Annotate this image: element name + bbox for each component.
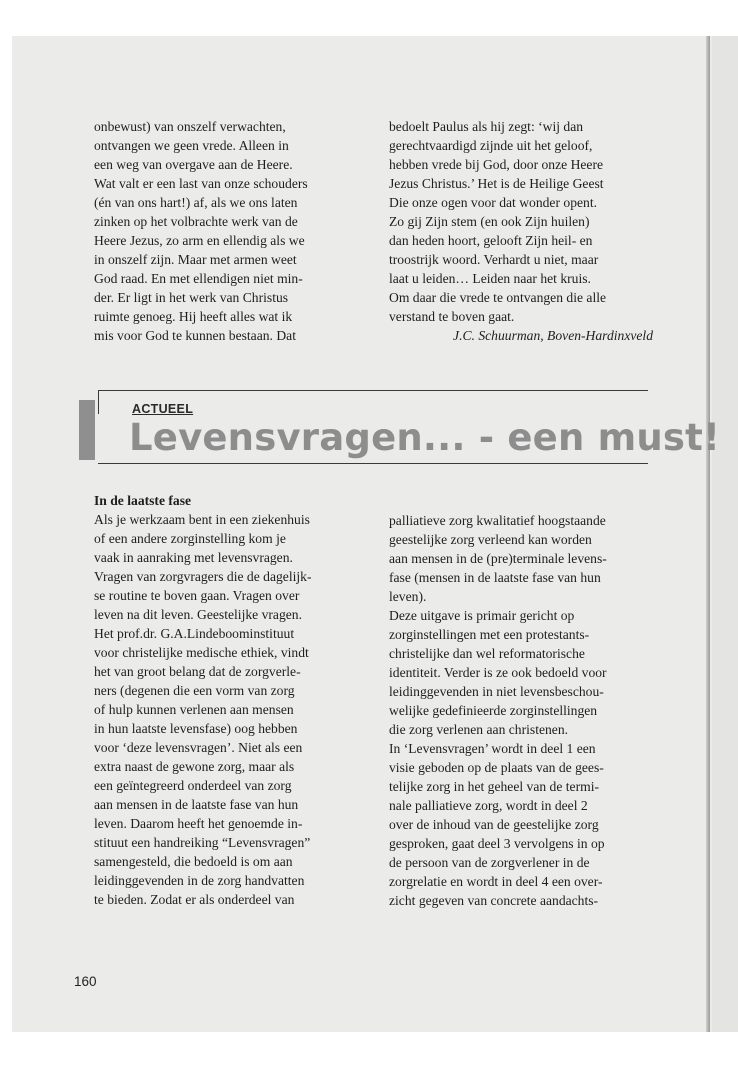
text-line: Deze uitgave is primair gericht op (389, 608, 575, 623)
header-rule-bottom (98, 463, 648, 464)
text-line: identiteit. Verder is ze ook bedoeld voor (389, 665, 607, 680)
text-line: of hulp kunnen verlenen aan mensen (94, 702, 294, 717)
article-column-bottom-left-lines (94, 510, 356, 909)
text-line: leven). (389, 589, 427, 604)
article-column-bottom-right (389, 511, 655, 910)
text-line: Het prof.dr. G.A.Lindeboominstituut (94, 626, 295, 641)
text-line: aan mensen in de (pre)terminale levens- (389, 551, 607, 566)
text-line: Die onze ogen voor dat wonder opent. (389, 195, 597, 210)
text-line: een weg van overgave aan de Heere. (94, 157, 293, 172)
author-signature: J.C. Schuurman, Boven-Hardinxveld (453, 328, 653, 343)
text-line: bedoelt Paulus als hij zegt: ‘wij dan (389, 119, 584, 134)
text-line: ontvangen we geen vrede. Alleen in (94, 138, 289, 153)
text-line: leven. Daarom heeft het genoemde in- (94, 816, 303, 831)
text-line: verstand te boven gaat. (389, 309, 515, 324)
text-line: God raad. En met ellendigen niet min- (94, 271, 303, 286)
text-line: se routine te boven gaan. Vragen over (94, 588, 300, 603)
text-line: Als je werkzaam bent in een ziekenhuis (94, 512, 310, 527)
text-line: voor christelijke medische ethiek, vindt (94, 645, 309, 660)
text-line: onbewust) van onszelf verwachten, (94, 119, 286, 134)
article-column-top-right-lines (389, 117, 653, 326)
text-line: stituut een handreiking “Levensvragen” (94, 835, 311, 850)
text-line: in onszelf zijn. Maar met armen weet (94, 252, 297, 267)
text-line: of een andere zorginstelling kom je (94, 531, 286, 546)
article-column-top-left (94, 117, 352, 345)
text-line: voor ‘deze levensvragen’. Niet als een (94, 740, 303, 755)
text-line: zicht gegeven van concrete aandachts- (389, 893, 599, 908)
text-line: In ‘Levensvragen’ wordt in deel 1 een (389, 741, 596, 756)
article-column-bottom-left (94, 491, 356, 909)
text-line: (én van ons hart!) af, als we ons laten (94, 195, 298, 210)
text-line: mis voor God te kunnen bestaan. Dat (94, 328, 296, 343)
adjacent-page-edge (712, 36, 738, 1032)
text-line: Wat valt er een last van onze schouders (94, 176, 308, 191)
text-line: Heere Jezus, zo arm en ellendig als we (94, 233, 305, 248)
text-line: fase (mensen in de laatste fase van hun (389, 570, 601, 585)
text-line: gerechtvaardigd zijnde uit het geloof, (389, 138, 593, 153)
text-line: welijke gedefinieerde zorginstellingen (389, 703, 598, 718)
article-headline: Levensvragen... - een must! (129, 416, 721, 459)
header-rule-top (98, 390, 648, 391)
text-line: die zorg verlenen aan christenen. (389, 722, 569, 737)
article-subhead: In de laatste fase (94, 493, 192, 508)
text-line: dan heden hoort, gelooft Zijn heil- en (389, 233, 593, 248)
text-line: christelijke dan wel reformatorische (389, 646, 585, 661)
section-accent-bar (79, 400, 95, 460)
text-line: palliatieve zorg kwalitatief hoogstaande (389, 513, 606, 528)
header-rule-left (98, 390, 99, 414)
text-line: hebben vrede bij God, door onze Heere (389, 157, 604, 172)
text-line: ruimte genoeg. Hij heeft alles wat ik (94, 309, 293, 324)
text-line: het van groot belang dat de zorgverle- (94, 664, 301, 679)
text-line: vaak in aanraking met levensvragen. (94, 550, 293, 565)
text-line: ners (degenen die een vorm van zorg (94, 683, 295, 698)
page-spine (706, 36, 710, 1032)
text-line: aan mensen in de laatste fase van hun (94, 797, 299, 812)
text-line: zorginstellingen met een protestants- (389, 627, 590, 642)
text-line: leidinggevenden in niet levensbeschou- (389, 684, 604, 699)
text-line: in hun laatste levensfase) oog hebben (94, 721, 298, 736)
article-column-top-right (389, 117, 653, 345)
text-line: Zo gij Zijn stem (en ook Zijn huilen) (389, 214, 590, 229)
text-line: leidinggevenden in de zorg handvatten (94, 873, 305, 888)
text-line: laat u leiden… Leiden naar het kruis. (389, 271, 591, 286)
section-label: ACTUEEL (132, 402, 194, 416)
text-line: zinken op het volbrachte werk van de (94, 214, 298, 229)
text-line: Jezus Christus.’ Het is de Heilige Geest (389, 176, 604, 191)
text-line: zorgrelatie en wordt in deel 4 een over- (389, 874, 603, 889)
text-line: leven na dit leven. Geestelijke vragen. (94, 607, 302, 622)
text-line: visie geboden op de plaats van de gees- (389, 760, 604, 775)
text-line: extra naast de gewone zorg, maar als (94, 759, 295, 774)
text-line: een geïntegreerd onderdeel van zorg (94, 778, 292, 793)
text-line: de persoon van de zorgverlener in de (389, 855, 590, 870)
text-line: nale palliatieve zorg, wordt in deel 2 (389, 798, 588, 813)
text-line: gesproken, gaat deel 3 vervolgens in op (389, 836, 605, 851)
text-line: over de inhoud van de geestelijke zorg (389, 817, 599, 832)
text-line: Vragen van zorgvragers die de dagelijk- (94, 569, 312, 584)
text-line: geestelijke zorg verleend kan worden (389, 532, 592, 547)
text-line: troostrijk woord. Verhardt u niet, maar (389, 252, 599, 267)
page-number: 160 (74, 974, 97, 989)
text-line: der. Er ligt in het werk van Christus (94, 290, 289, 305)
text-line: Om daar die vrede te ontvangen die alle (389, 290, 607, 305)
text-line: te bieden. Zodat er als onderdeel van (94, 892, 295, 907)
text-line: telijke zorg in het geheel van de termi- (389, 779, 599, 794)
text-line: samengesteld, die bedoeld is om aan (94, 854, 293, 869)
